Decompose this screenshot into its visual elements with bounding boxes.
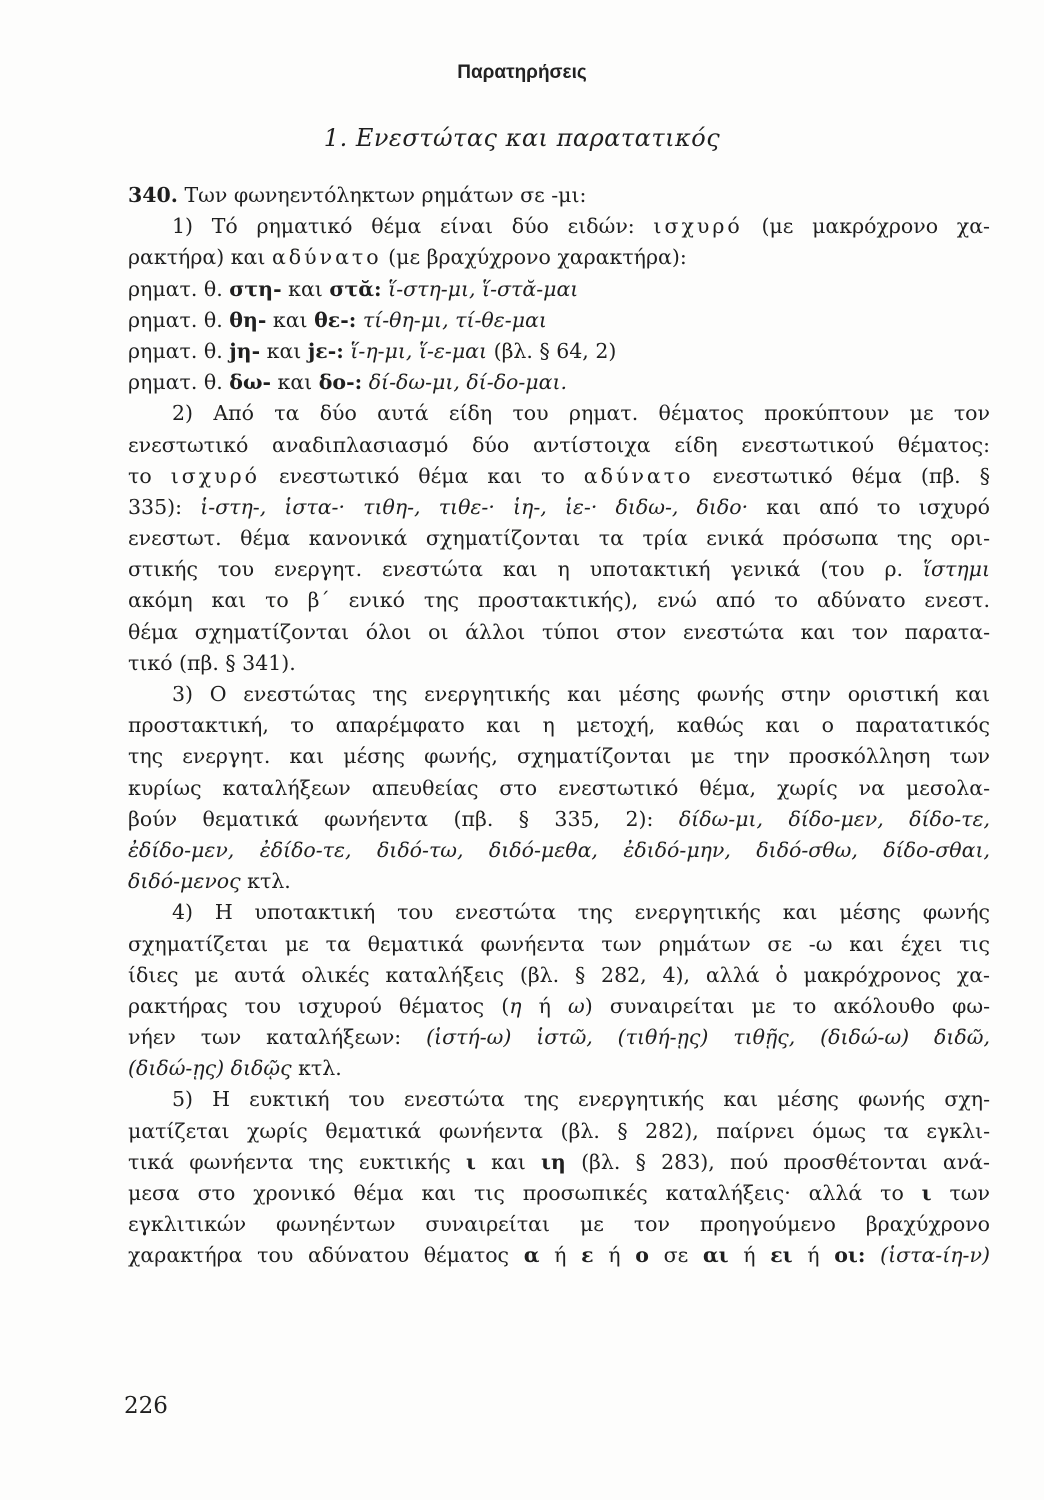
p5-line-3: τικά φωνήεντα της ευκτικής ι και ιη (βλ. § 283), πού προσθέτονται ανά- (128, 1149, 990, 1174)
p4-line-6: (διδώ-ῃς) διδῷς κτλ. (128, 1056, 342, 1081)
p2-line-2: ενεστωτικό αναδιπλασιασμό δύο αντίστοιχα είδη ενεστωτικού θέματος: (128, 432, 990, 457)
p4-line-4: ρακτήρας του ισχυρού θέματος (η ή ω) συναιρείται με το ακόλουθο φω- (128, 993, 990, 1018)
stem-line-3: ρηματ. θ. jη- και jε-: ἵ-η-μι, ἵ-ε-μαι (βλ. § 64, 2) (128, 338, 617, 363)
p2-line-7: ακόμη και το β΄ ενικό της προστακτικής), ενώ από το αδύνατο ενεστ. (128, 588, 990, 613)
p4-line-1: 4) Η υποτακτική του ενεστώτα της ενεργητικής και μέσης φωνής (172, 900, 990, 925)
p5-line-5: εγκλιτικών φωνηέντων συναιρείται με τον προηγούμενο βραχύχρονο (128, 1212, 990, 1237)
p3-line-5: βούν θεματικά φωνήεντα (πβ. § 335, 2): δίδω-μι, δίδο-μεν, δίδο-τε, (128, 806, 990, 831)
p2-line-9: τικό (πβ. § 341). (128, 650, 296, 675)
p4-line-5: νήεν των καταλήξεων: (ἱστή-ω) ἱστῶ, (τιθή-ῃς) τιθῇς, (διδώ-ω) διδῶ, (128, 1025, 990, 1050)
p2-line-6: στικής του ενεργητ. ενεστώτα και η υποτακτική γενικά (του ρ. ἵστημι (128, 557, 990, 582)
p5-line-2: ματίζεται χωρίς θεματικά φωνήεντα (βλ. § 282), παίρνει όμως τα εγκλι- (128, 1118, 990, 1143)
p2-line-3: το ισχυρό ενεστωτικό θέμα και το αδύνατο ενεστωτικό θέμα (πβ. § (128, 463, 990, 488)
p2-line-4: 335): ἱ-στη-, ἱστα-· τιθη-, τιθε-· ἱη-, ἱε-· διδω-, διδο· και από το ισχυρό (128, 494, 990, 519)
p2-line-5: ενεστωτ. θέμα κανονικά σχηματίζονται τα τρία ενικά πρόσωπα της ορι- (128, 526, 990, 551)
running-header: Παρατηρήσεις (457, 62, 587, 83)
stem-line-1: ρηματ. θ. στη- και στᾰ: ἵ-στη-μι, ἵ-στᾰ-μαι (128, 276, 579, 301)
p4-line-2: σχηματίζεται με τα θεματικά φωνήεντα των ρημάτων σε -ω και έχει τις (128, 931, 990, 956)
p1-line-1: 1) Τό ρηματικό θέμα είναι δύο ειδών: ισχυρό (με μακρόχρονο χα- (172, 214, 990, 239)
p3-line-4: κυρίως καταλήξεων απευθείας στο ενεστωτικό θέμα, χωρίς να μεσολα- (128, 775, 990, 800)
p3-line-1: 3) Ο ενεστώτας της ενεργητικής και μέσης φωνής στην οριστική και (172, 682, 990, 706)
p2-line-1: 2) Από τα δύο αυτά είδη του ρηματ. θέματος προκύπτουν με τον (172, 401, 990, 426)
stem-line-4: ρηματ. θ. δω- και δο-: δί-δω-μι, δί-δο-μαι. (128, 370, 568, 395)
stem-line-2: ρηματ. θ. θη- και θε-: τί-θη-μι, τί-θε-μαι (128, 307, 547, 332)
p3-line-3: της ενεργητ. και μέσης φωνής, σχηματίζονται με την προσκόλληση των (128, 744, 990, 769)
p3-line-2: προστακτική, το απαρέμφατο και η μετοχή, καθώς και ο παρατατικός (128, 713, 990, 738)
p5-line-4: μεσα στο χρονικό θέμα και τις προσωπικές καταλήξεις· αλλά το ι των (128, 1181, 990, 1205)
intro-line: 340. Των φωνηεντόληκτων ρημάτων σε -μι: (128, 183, 587, 207)
page-number: 226 (124, 1393, 168, 1419)
p3-line-6: ἐδίδο-μεν, ἐδίδο-τε, διδό-τω, διδό-μεθα, ἐδιδό-μην, διδό-σθω, δίδο-σθαι, (128, 837, 990, 862)
p5-line-6: χαρακτήρα του αδύνατου θέματος α ή ε ή ο σε αι ή ει ή οι: (ἱστα-ίη-ν) (128, 1243, 990, 1268)
p2-line-8: θέμα σχηματίζονται όλοι οι άλλοι τύποι στον ενεστώτα και τον παρατα- (128, 619, 990, 644)
p4-line-3: ίδιες με αυτά ολικές καταλήξεις (βλ. § 282, 4), αλλά ὁ μακρόχρονος χα- (128, 962, 990, 987)
paragraph-number: 340. (128, 183, 178, 207)
section-title: 1. Ενεστώτας και παρατατικός (323, 124, 721, 152)
body-text (128, 180, 990, 1272)
p3-line-7: διδό-μενος κτλ. (128, 869, 291, 894)
p5-line-1: 5) Η ευκτική του ενεστώτα της ενεργητικής και μέσης φωνής σχη- (172, 1087, 990, 1112)
p1-line-2: ρακτήρα) και αδύνατο (με βραχύχρονο χαρακτήρα): (128, 245, 687, 270)
